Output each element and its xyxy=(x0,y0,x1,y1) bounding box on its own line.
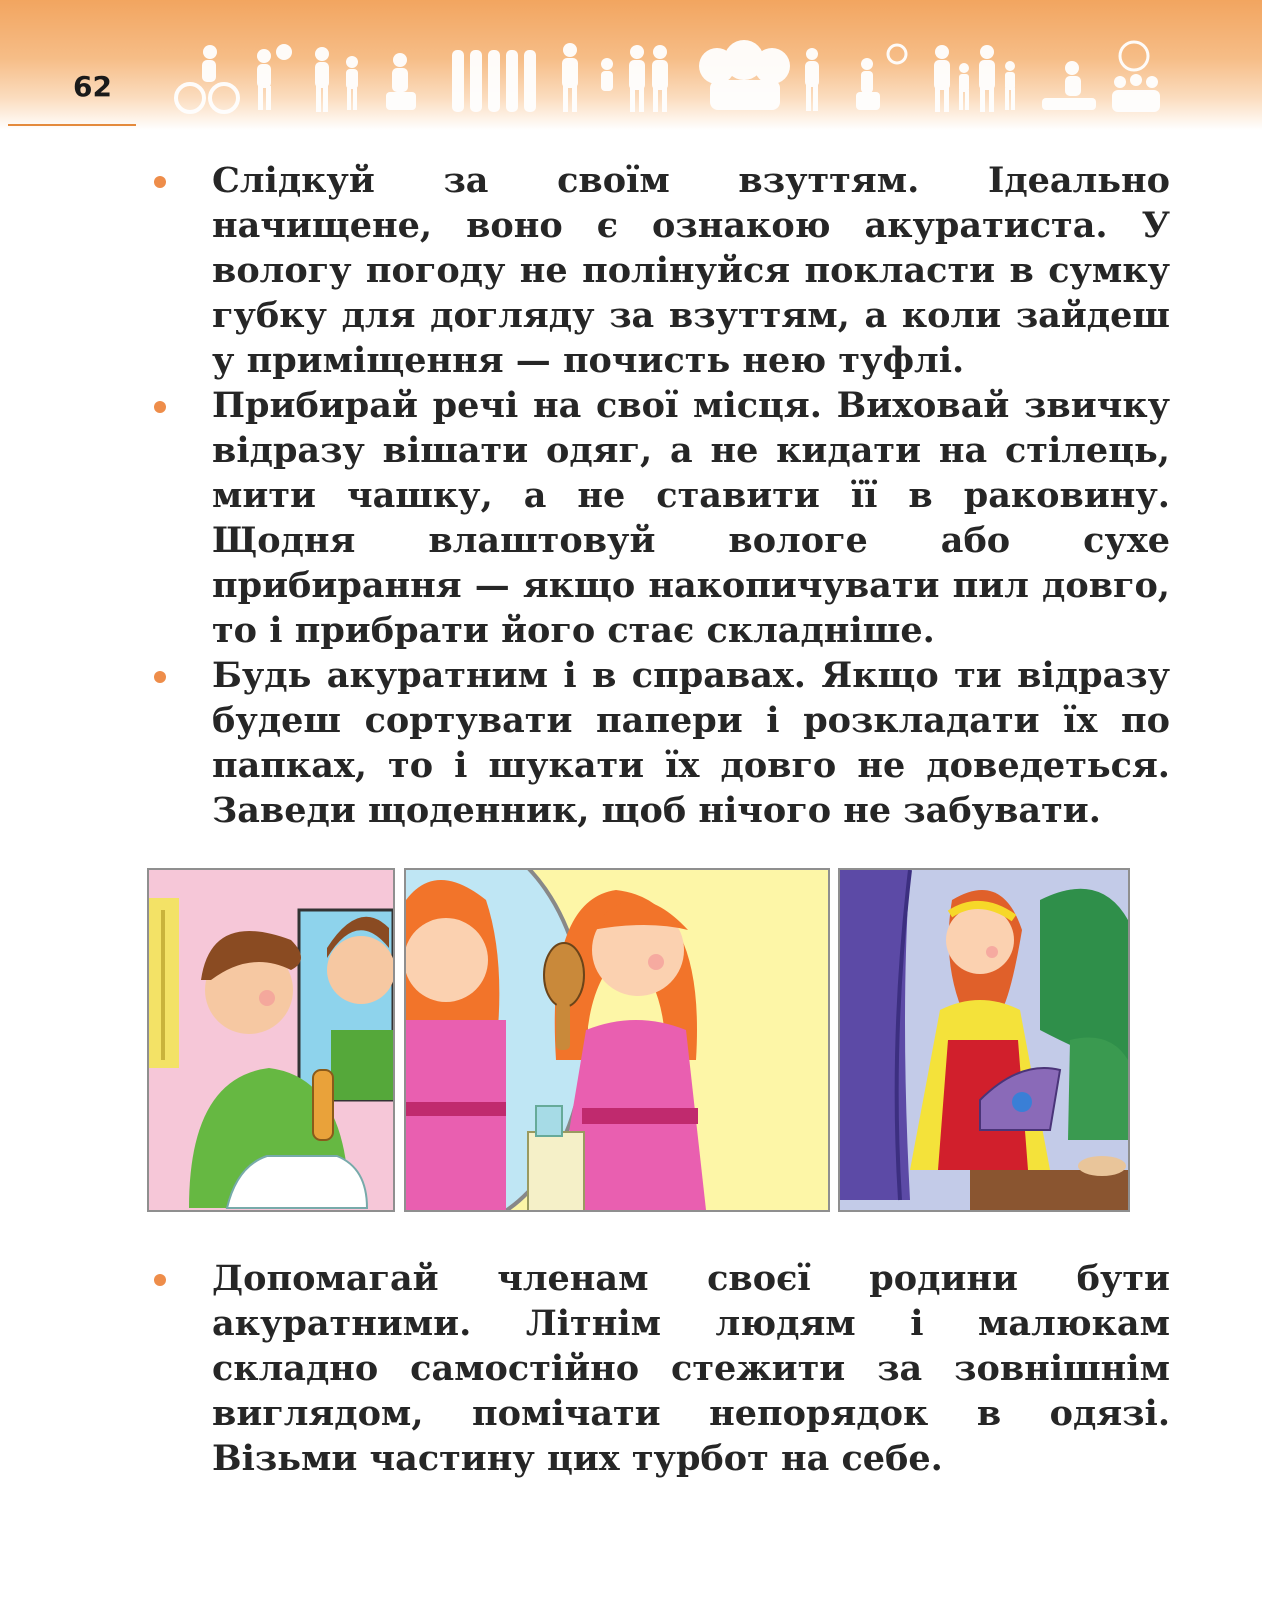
page-number: 62 xyxy=(73,70,112,103)
bullet-item xyxy=(150,383,1170,653)
bullet-text: Будь акуратним і в справах. Якщо ти відразу будеш сортувати папери і розкладати їх по папках, то і шукати їх довго не доведеться. Заведи щоденник, щоб нічого не забувати. xyxy=(212,655,1170,831)
bullet-list xyxy=(150,158,1170,833)
people-silhouettes-icon xyxy=(172,40,1182,115)
bullet-item xyxy=(150,653,1170,833)
page-header xyxy=(0,0,1262,130)
page-number-underline xyxy=(8,124,136,126)
bullet-item xyxy=(150,1256,1170,1481)
bullet-text: Допомагай членам своєї родини бути акуратними. Літнім людям і малюкам складно самостійно стежити за зовнішнім виглядом, помічати непорядок в одязі. Візьми частину цих турбот на себе. xyxy=(212,1258,1170,1479)
bullet-item-last xyxy=(150,1256,1170,1481)
bullet-text: Прибирай речі на свої місця. Виховай звичку відразу вішати одяг, а не кидати на стілець, мити чашку, а не ставити її в раковину. Щодня влаштовуй вологе або сухе прибирання — якщо накопичувати пил довго, то і прибрати його стає складніше. xyxy=(212,385,1170,651)
bullet-dot-icon xyxy=(154,176,166,188)
illustration-girl-brushing-hair xyxy=(404,868,830,1212)
illustration-boy-at-mirror xyxy=(147,868,395,1212)
bullet-dot-icon xyxy=(154,401,166,413)
bullet-text: Слідкуй за своїм взуттям. Ідеально начищене, воно є ознакою акуратиста. У вологу погоду не полінуйся покласти в сумку губку для догляду за взуттям, а коли зайдеш у приміщення — почисть нею туфлі. xyxy=(212,160,1170,381)
bullet-dot-icon xyxy=(154,1274,166,1286)
illustration-girl-watering-plants xyxy=(838,868,1130,1212)
bullet-dot-icon xyxy=(154,671,166,683)
bullet-item xyxy=(150,158,1170,383)
